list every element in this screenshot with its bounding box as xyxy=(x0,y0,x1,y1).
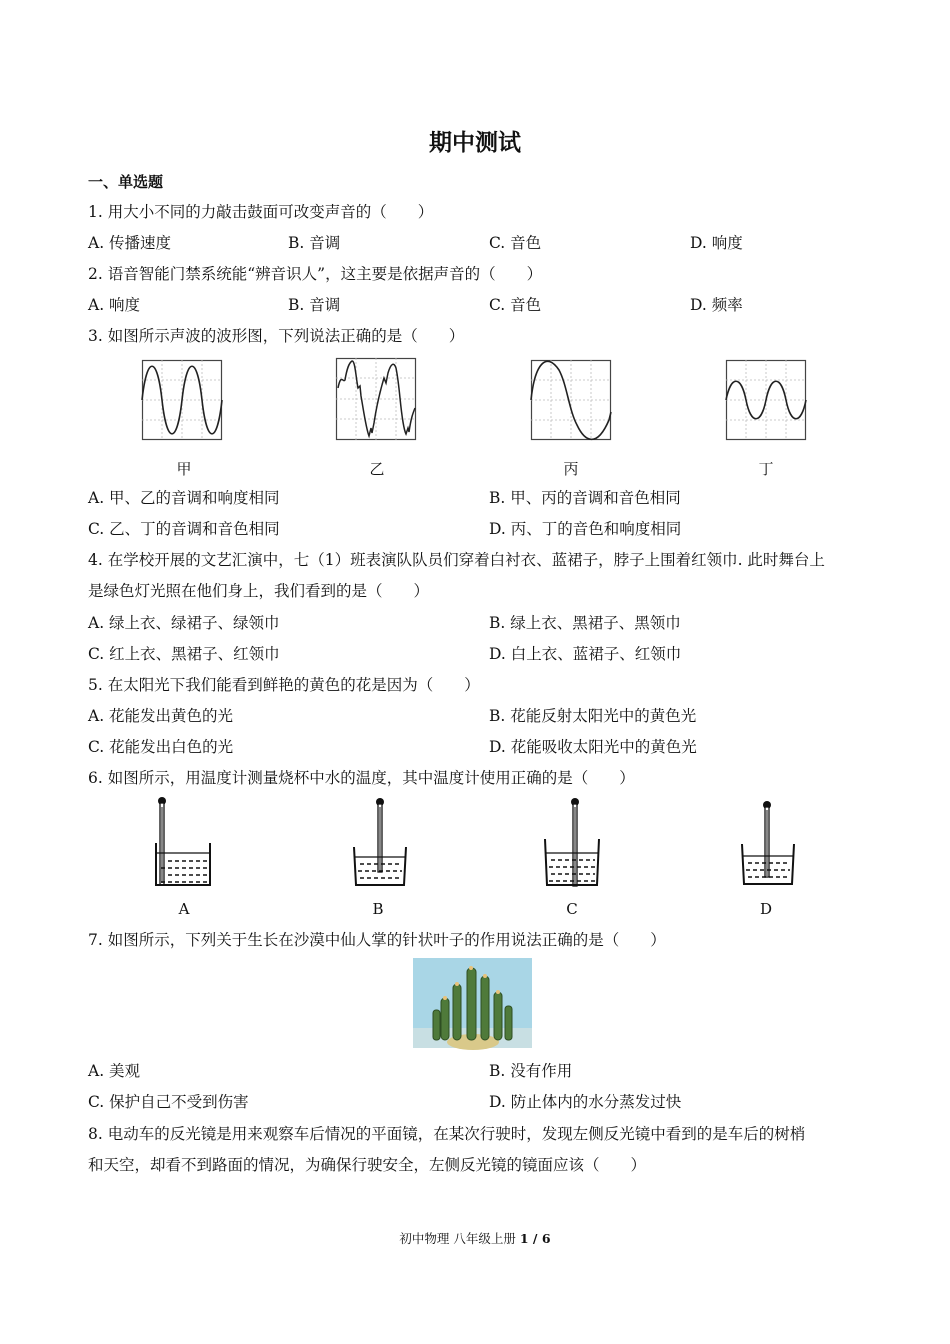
question-4-option-a: A. 绿上衣、绿裙子、绿领巾 xyxy=(88,614,280,632)
thermometer-beaker-c xyxy=(541,797,603,889)
question-1-option-d: D. 响度 xyxy=(690,234,743,252)
waveform-ding xyxy=(726,360,806,440)
question-2-option-d: D. 频率 xyxy=(690,296,743,314)
footer-page-total: 6 xyxy=(541,1231,551,1246)
question-2-option-b: B. 音调 xyxy=(288,296,341,314)
section-heading: 一、单选题 xyxy=(88,173,164,191)
question-4-option-c: C. 红上衣、黑裙子、红领巾 xyxy=(88,645,280,663)
question-3-option-a: A. 甲、乙的音调和响度相同 xyxy=(88,489,280,507)
page-title: 期中测试 xyxy=(429,130,521,156)
question-2-option-c: C. 音色 xyxy=(489,296,542,314)
question-5-option-c: C. 花能发出白色的光 xyxy=(88,738,234,756)
question-8-stem-line-1: 8. 电动车的反光镜是用来观察车后情况的平面镜，在某次行驶时，发现左侧反光镜中看到的是车后的树梢 xyxy=(88,1125,806,1143)
question-1-option-c: C. 音色 xyxy=(489,234,542,252)
question-4-stem-line-2: 是绿色灯光照在他们身上，我们看到的是（ ） xyxy=(88,582,430,600)
figure-label-yi: 乙 xyxy=(369,460,385,478)
question-1-option-a: A. 传播速度 xyxy=(88,234,172,252)
question-3-stem: 3. 如图所示声波的波形图，下列说法正确的是（ ） xyxy=(88,327,465,345)
question-4-stem-line-1: 4. 在学校开展的文艺汇演中，七（1）班表演队队员们穿着白衬衣、蓝裙子，脖子上围着红领巾. 此时舞台上 xyxy=(88,551,825,569)
figure-label-ding: 丁 xyxy=(758,460,774,478)
question-8-stem-line-2: 和天空，却看不到路面的情况，为确保行驶安全，左侧反光镜的镜面应该（ ） xyxy=(88,1156,647,1174)
thermometer-beaker-d xyxy=(738,800,800,890)
question-3-option-d: D. 丙、丁的音色和响度相同 xyxy=(489,520,682,538)
question-5-option-b: B. 花能反射太阳光中的黄色光 xyxy=(489,707,697,725)
question-6-stem: 6. 如图所示，用温度计测量烧杯中水的温度，其中温度计使用正确的是（ ） xyxy=(88,769,635,787)
question-2-option-a: A. 响度 xyxy=(88,296,141,314)
question-3-option-c: C. 乙、丁的音调和音色相同 xyxy=(88,520,280,538)
question-7-option-b: B. 没有作用 xyxy=(489,1062,573,1080)
waveform-yi xyxy=(336,358,416,440)
figure-label-b: B xyxy=(372,900,384,918)
cactus-photo xyxy=(413,958,532,1048)
footer-course: 初中物理 八年级上册 xyxy=(399,1231,520,1246)
thermometer-beaker-a xyxy=(152,795,214,887)
figure-label-jia: 甲 xyxy=(176,460,192,478)
thermometer-beaker-b xyxy=(350,797,412,889)
footer-separator: / xyxy=(528,1231,542,1246)
waveform-bing xyxy=(531,360,611,440)
question-7-option-d: D. 防止体内的水分蒸发过快 xyxy=(489,1093,682,1111)
figure-label-c: C xyxy=(566,900,578,918)
question-1-option-b: B. 音调 xyxy=(288,234,341,252)
waveform-jia xyxy=(142,360,222,440)
question-2-stem: 2. 语音智能门禁系统能“辨音识人”，这主要是依据声音的（ ） xyxy=(88,265,543,283)
question-7-option-c: C. 保护自己不受到伤害 xyxy=(88,1093,249,1111)
question-7-option-a: A. 美观 xyxy=(88,1062,141,1080)
footer-page-number: 1 xyxy=(519,1231,529,1246)
figure-label-d: D xyxy=(759,900,773,918)
figure-label-bing: 丙 xyxy=(563,460,579,478)
question-5-option-d: D. 花能吸收太阳光中的黄色光 xyxy=(489,738,697,756)
question-5-stem: 5. 在太阳光下我们能看到鲜艳的黄色的花是因为（ ） xyxy=(88,676,480,694)
question-4-option-d: D. 白上衣、蓝裙子、红领巾 xyxy=(489,645,682,663)
question-3-option-b: B. 甲、丙的音调和音色相同 xyxy=(489,489,681,507)
question-7-stem: 7. 如图所示，下列关于生长在沙漠中仙人掌的针状叶子的作用说法正确的是（ ） xyxy=(88,931,666,949)
question-5-option-a: A. 花能发出黄色的光 xyxy=(88,707,234,725)
question-1-stem: 1. 用大小不同的力敲击鼓面可改变声音的（ ） xyxy=(88,203,434,221)
question-4-option-b: B. 绿上衣、黑裙子、黑领巾 xyxy=(489,614,681,632)
figure-label-a: A xyxy=(178,900,190,918)
page-footer xyxy=(0,1229,950,1247)
